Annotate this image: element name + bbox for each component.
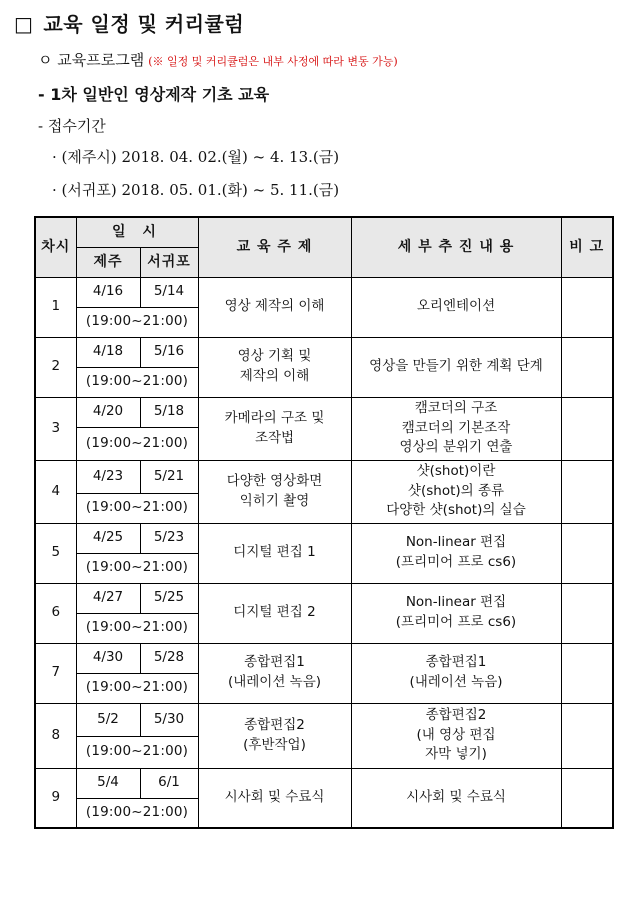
table-row [35, 583, 613, 613]
topic-cell-line: 종합편집1 [244, 654, 305, 671]
details-cell-line: 종합편집2 [425, 707, 487, 724]
session-number: 5 [35, 523, 76, 583]
time-range: (19:00~21:00) [76, 736, 198, 768]
table-row [35, 768, 613, 798]
time-range: (19:00~21:00) [76, 613, 198, 643]
details-cell [351, 583, 561, 643]
date-jeju: 4/23 [76, 460, 140, 493]
circle-bullet-icon: ㅇ [38, 51, 53, 69]
details-cell [351, 397, 561, 460]
session-number: 7 [35, 643, 76, 703]
topic-cell-line: (후반작업) [243, 736, 306, 753]
topic-cell-line: 시사회 및 수료식 [224, 788, 325, 805]
topic-cell [198, 337, 351, 397]
checkbox-square-icon: □ [14, 12, 34, 36]
session-number: 2 [35, 337, 76, 397]
time-range: (19:00~21:00) [76, 427, 198, 460]
topic-cell [198, 523, 351, 583]
header-jeju: 제주 [76, 247, 140, 277]
details-cell-line: (프리미어 프로 cs6) [395, 614, 517, 630]
table-row [35, 397, 613, 427]
table-row [35, 460, 613, 493]
remarks-cell [561, 337, 613, 397]
topic-cell-line: 디지털 편집 1 [233, 544, 316, 561]
topic-cell [198, 397, 351, 460]
details-cell-line: 시사회 및 수료식 [406, 788, 506, 805]
details-cell [351, 337, 561, 397]
topic-cell [198, 643, 351, 703]
session-number: 9 [35, 768, 76, 828]
details-cell-line: 샷(shot)의 종류 [407, 482, 505, 499]
header-details: 세 부 추 진 내 용 [351, 217, 561, 277]
details-cell [351, 643, 561, 703]
topic-cell-line: 영상 제작의 이해 [224, 298, 325, 315]
details-cell-line: 종합편집1 [425, 654, 487, 671]
schedule-body [35, 277, 613, 828]
remarks-cell [561, 277, 613, 337]
remarks-cell [561, 643, 613, 703]
date-jeju: 4/27 [76, 583, 140, 613]
header-remarks: 비 고 [561, 217, 613, 277]
time-range: (19:00~21:00) [76, 798, 198, 828]
date-jeju: 4/20 [76, 397, 140, 427]
topic-cell-line: 디지털 편집 2 [233, 604, 316, 621]
topic-cell-line: 종합편집2 [244, 716, 305, 733]
date-jeju: 4/16 [76, 277, 140, 307]
time-range: (19:00~21:00) [76, 307, 198, 337]
details-cell-line: 오리엔테이션 [416, 298, 496, 315]
date-jeju: 5/2 [76, 703, 140, 736]
details-cell-line: Non-linear 편집 [405, 534, 507, 551]
time-range: (19:00~21:00) [76, 673, 198, 703]
details-cell [351, 768, 561, 828]
date-seogwipo: 5/30 [140, 703, 198, 736]
section-heading [14, 8, 244, 37]
header-topic: 교 육 주 제 [198, 217, 351, 277]
date-seogwipo: 5/25 [140, 583, 198, 613]
program-note: (※ 일정 및 커리큘럼은 내부 사정에 따라 변동 가능) [148, 55, 398, 68]
schedule-table [34, 216, 614, 829]
details-cell-line: (프리미어 프로 cs6) [395, 554, 517, 570]
date-jeju: 4/25 [76, 523, 140, 553]
program-line [38, 49, 398, 70]
details-cell-line: (내 영상 편집 [416, 726, 496, 743]
remarks-cell [561, 583, 613, 643]
period-jeju: · (제주시) 2018. 04. 02.(월) ~ 4. 13.(금) [52, 148, 340, 166]
date-jeju: 4/30 [76, 643, 140, 673]
date-seogwipo: 5/18 [140, 397, 198, 427]
remarks-cell [561, 460, 613, 523]
date-seogwipo: 5/16 [140, 337, 198, 367]
date-jeju: 4/18 [76, 337, 140, 367]
topic-cell-line: 조작법 [254, 429, 295, 446]
session-number: 4 [35, 460, 76, 523]
table-row [35, 523, 613, 553]
header-seogwipo: 서귀포 [140, 247, 198, 277]
program-label: 교육프로그램 [57, 51, 145, 69]
topic-cell-line: 제작의 이해 [239, 368, 310, 384]
details-cell-line: 캠코더의 기본조작 [401, 419, 511, 436]
time-range: (19:00~21:00) [76, 553, 198, 583]
details-cell-line: 다양한 샷(shot)의 실습 [386, 502, 526, 519]
heading-title: 교육 일정 및 커리큘럼 [43, 12, 245, 36]
details-cell [351, 523, 561, 583]
time-range: (19:00~21:00) [76, 367, 198, 397]
topic-cell [198, 768, 351, 828]
period-label: - 접수기간 [38, 117, 106, 135]
date-seogwipo: 5/14 [140, 277, 198, 307]
session-number: 1 [35, 277, 76, 337]
remarks-cell [561, 768, 613, 828]
topic-cell-line: (내레이션 녹음) [227, 674, 322, 690]
topic-cell-line: 카메라의 구조 및 [224, 409, 325, 426]
session-number: 8 [35, 703, 76, 768]
table-row [35, 643, 613, 673]
time-range: (19:00~21:00) [76, 493, 198, 523]
remarks-cell [561, 523, 613, 583]
topic-cell [198, 583, 351, 643]
details-cell [351, 460, 561, 523]
topic-cell [198, 460, 351, 523]
topic-cell [198, 277, 351, 337]
table-row [35, 277, 613, 307]
date-seogwipo: 5/23 [140, 523, 198, 553]
session-number: 3 [35, 397, 76, 460]
details-cell-line: 캠코더의 구조 [414, 400, 498, 417]
topic-cell-line: 다양한 영상화면 [226, 472, 323, 489]
date-seogwipo: 6/1 [140, 768, 198, 798]
details-cell-line: 영상을 만들기 위한 계획 단계 [369, 358, 543, 375]
topic-cell-line: 익히기 촬영 [239, 492, 310, 509]
course-title: - 1차 일반인 영상제작 기초 교육 [38, 85, 270, 104]
topic-cell [198, 703, 351, 768]
details-cell-line: 영상의 분위기 연출 [399, 439, 513, 456]
details-cell-line: (내레이션 녹음) [409, 674, 503, 690]
details-cell-line: 자막 넣기) [425, 746, 487, 763]
table-row [35, 703, 613, 736]
details-cell-line: Non-linear 편집 [405, 594, 507, 611]
table-row [35, 337, 613, 367]
session-number: 6 [35, 583, 76, 643]
remarks-cell [561, 397, 613, 460]
period-seogwipo: · (서귀포) 2018. 05. 01.(화) ~ 5. 11.(금) [52, 181, 340, 199]
details-cell-line: 샷(shot)이란 [416, 463, 496, 480]
date-seogwipo: 5/28 [140, 643, 198, 673]
header-date: 일 시 [76, 217, 198, 247]
header-session: 차시 [35, 217, 76, 277]
date-seogwipo: 5/21 [140, 460, 198, 493]
details-cell [351, 277, 561, 337]
topic-cell-line: 영상 기획 및 [237, 348, 312, 365]
details-cell [351, 703, 561, 768]
remarks-cell [561, 703, 613, 768]
date-jeju: 5/4 [76, 768, 140, 798]
